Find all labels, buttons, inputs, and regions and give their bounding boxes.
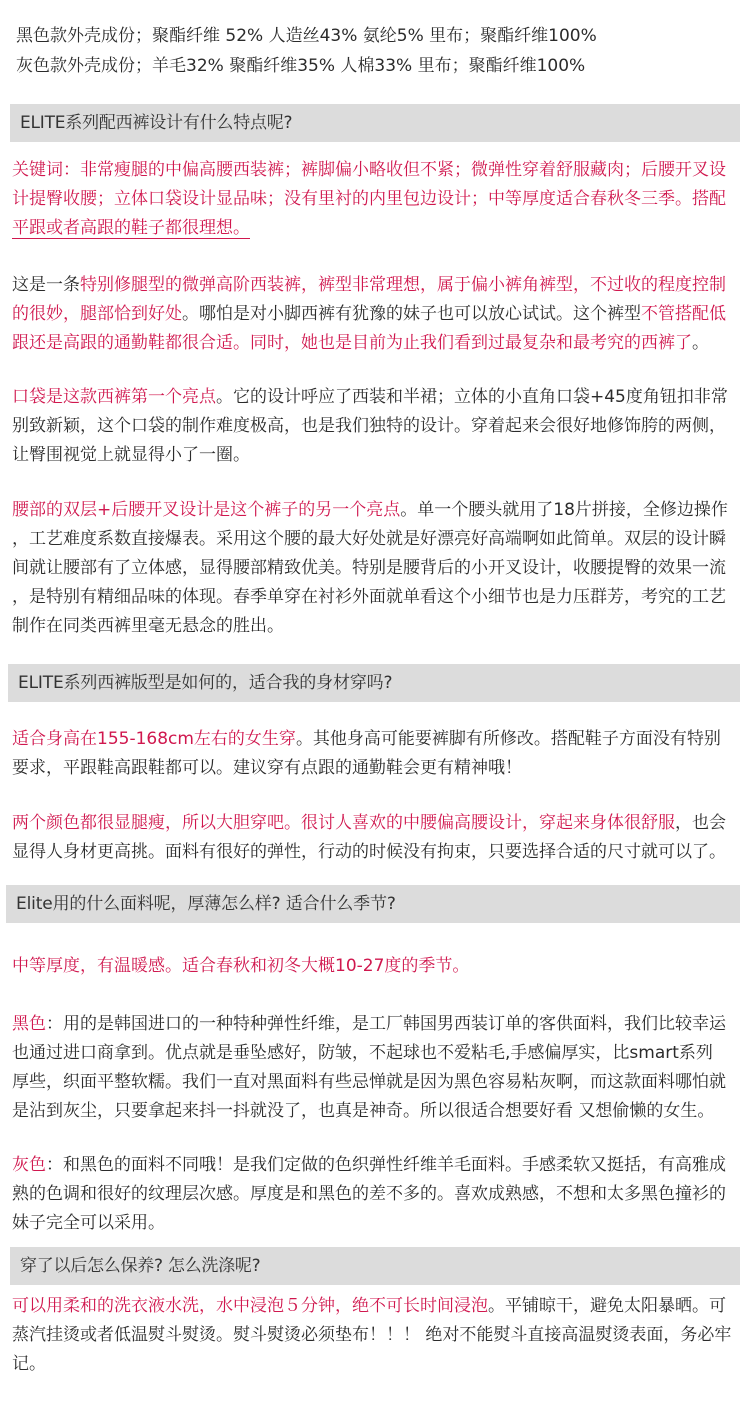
paragraph-line <box>12 441 732 470</box>
text-normal: 妹子完全可以采用。 <box>12 1213 165 1233</box>
text-highlight: 中等厚度，有温暖感。适合春秋和初冬大概10-27度的季节。 <box>12 956 470 976</box>
text-normal: 间就让腰部有了立体感，显得腰部精致优美。特别是腰背后的小开叉设计，收腰提臀的效果一流 <box>12 558 726 578</box>
text-normal: 让臀围视觉上就显得小了一圈。 <box>12 445 250 465</box>
text-highlight: 可以用柔和的洗衣液水洗，水中浸泡５分钟，绝不可长时间浸泡 <box>12 1296 488 1316</box>
text-normal: 蒸汽挂烫或者低温熨斗熨烫。熨斗熨烫必须垫布！！！ 绝对不能熨斗直接高温熨烫表面，务必牢 <box>12 1325 732 1345</box>
paragraph-line <box>12 1292 732 1321</box>
paragraph-line <box>12 952 732 981</box>
text-highlight: 跟还是高跟的通勤鞋都很合适。同时，她也是目前为止我们看到过最复杂和最考究的西裤了 <box>12 333 692 353</box>
paragraph-line <box>12 1350 732 1379</box>
paragraph-line <box>12 329 732 358</box>
text-normal: 这是一条 <box>12 275 80 295</box>
text-highlight: 腰部的双层+后腰开叉设计是这个裤子的另一个亮点 <box>12 500 401 520</box>
composition-gray: 灰色款外壳成份；羊毛32% 聚酯纤维35% 人棉33% 里布；聚酯纤维100% <box>16 56 586 76</box>
paragraph-line <box>12 1039 732 1068</box>
text-highlight: 黑色 <box>12 1014 46 1034</box>
text-normal: 也通过进口商拿到。优点就是垂坠感好，防皱，不起球也不爱粘毛,手感偏厚实，比smart系列 <box>12 1043 713 1063</box>
fabric-paragraph-black <box>12 1010 732 1126</box>
text-normal: ，是特别有精细品味的体现。春季单穿在衬衫外面就单看这个小细节也是力压群芳，考究的工艺 <box>12 587 726 607</box>
paragraph-line <box>12 1180 732 1209</box>
text-highlight: 两个颜色都很显腿瘦，所以大胆穿吧。很讨人喜欢的中腰偏高腰设计，穿起来身体很舒服 <box>12 813 675 833</box>
text-normal: 别致新颖，这个口袋的制作难度极高，也是我们独特的设计。穿着起来会很好地修饰胯的两侧， <box>12 416 726 436</box>
keywords-line: 平跟或者高跟的鞋子都很理想。 <box>12 218 250 238</box>
paragraph-line <box>12 412 732 441</box>
fit-paragraph-1 <box>12 725 732 783</box>
paragraph-line <box>12 300 732 329</box>
text-highlight: 适合身高在155-168cm左右的女生穿 <box>12 729 296 749</box>
text-normal: 。其他身高可能要裤脚有所修改。搭配鞋子方面没有特别 <box>295 729 721 749</box>
section-header-design: ELITE系列配西裤设计有什么特点呢? <box>10 104 740 142</box>
design-paragraph-1 <box>12 271 732 358</box>
text-normal: ：用的是韩国进口的一种特种弹性纤维，是工厂韩国男西装订单的客供面料，我们比较幸运 <box>46 1014 726 1034</box>
keywords-line: 关键词：非常瘦腿的中偏高腰西装裤；裤脚偏小略收但不紧；微弹性穿着舒服藏肉；后腰开叉设 <box>12 160 726 180</box>
text-highlight: 灰色 <box>12 1155 46 1175</box>
paragraph-line <box>12 271 732 300</box>
fabric-paragraph-gray <box>12 1151 732 1238</box>
section-header-fabric: Elite用的什么面料呢，厚薄怎么样? 适合什么季节? <box>6 885 740 923</box>
text-normal: 。单一个腰头就用了18片拼接，全修边操作 <box>400 500 728 520</box>
design-paragraph-3 <box>12 496 732 641</box>
text-normal: ，工艺难度系数直接爆表。采用这个腰的最大好处就是好漂亮好高端啊如此简单。双层的设计瞬 <box>12 529 726 549</box>
paragraph-line <box>12 554 732 583</box>
paragraph-line <box>12 1097 732 1126</box>
paragraph-line <box>12 1321 732 1350</box>
paragraph-line <box>12 754 732 783</box>
text-normal: 。哪怕是对小脚西裤有犹豫的妹子也可以放心试试。这个裤型 <box>182 304 641 324</box>
text-highlight: 的很妙，腿部恰到好处 <box>12 304 182 324</box>
paragraph-line <box>12 1209 732 1238</box>
fit-paragraph-2 <box>12 809 732 867</box>
keywords-underline <box>12 238 250 239</box>
fabric-paragraph-1 <box>12 952 732 981</box>
paragraph-line <box>12 525 732 554</box>
paragraph-line <box>12 1010 732 1039</box>
section-header-care: 穿了以后怎么保养? 怎么洗涤呢? <box>10 1247 740 1285</box>
text-highlight: 特别修腿型的微弹高阶西装裤，裤型非常理想，属于偏小裤角裤型，不过收的程度控制 <box>80 275 726 295</box>
keywords-paragraph <box>12 156 732 243</box>
section-header-fit: ELITE系列西裤版型是如何的，适合我的身材穿吗? <box>8 664 740 702</box>
paragraph-line <box>12 383 732 412</box>
paragraph-line <box>12 809 732 838</box>
text-normal: 厚些，织面平整软糯。我们一直对黑面料有些忌惮就是因为黑色容易粘灰啊，而这款面料哪怕就 <box>12 1072 726 1092</box>
design-paragraph-2 <box>12 383 732 470</box>
paragraph-line <box>12 583 732 612</box>
text-normal: 是沾到灰尘，只要拿起来抖一抖就没了，也真是神奇。所以很适合想要好看 又想偷懒的女生。 <box>12 1101 715 1121</box>
paragraph-line <box>12 725 732 754</box>
text-normal: 制作在同类西裤里毫无悬念的胜出。 <box>12 616 284 636</box>
text-normal: 记。 <box>12 1354 46 1374</box>
care-paragraph <box>12 1292 732 1379</box>
text-highlight: 口袋是这款西裤第一个亮点 <box>12 387 216 407</box>
text-normal: ：和黑色的面料不同哦！是我们定做的色织弹性纤维羊毛面料。手感柔软又挺括，有高雅成 <box>46 1155 726 1175</box>
paragraph-line <box>12 496 732 525</box>
text-normal: 要求，平跟鞋高跟鞋都可以。建议穿有点跟的通勤鞋会更有精神哦！ <box>12 758 522 778</box>
text-normal: 熟的色调和很好的纹理层次感。厚度是和黑色的差不多的。喜欢成熟感，不想和太多黑色撞衫的 <box>12 1184 726 1204</box>
paragraph-line <box>12 1068 732 1097</box>
text-normal: ，也会 <box>675 813 726 833</box>
text-normal: 。 <box>692 333 709 353</box>
keywords-line: 计提臀收腰；立体口袋设计显品味；没有里衬的内里包边设计；中等厚度适合春秋冬三季。搭配 <box>12 189 726 209</box>
text-normal: 。平铺晾干，避免太阳暴晒。可 <box>488 1296 726 1316</box>
text-normal: 显得人身材更高挑。面料有很好的弹性，行动的时候没有拘束，只要选择合适的尺寸就可以了。 <box>12 842 726 862</box>
text-normal: 。它的设计呼应了西装和半裙；立体的小直角口袋+45度角钮扣非常 <box>216 387 728 407</box>
paragraph-line <box>12 1151 732 1180</box>
paragraph-line <box>12 838 732 867</box>
paragraph-line <box>12 612 732 641</box>
composition-black: 黑色款外壳成份；聚酯纤维 52% 人造丝43% 氨纶5% 里布；聚酯纤维100% <box>16 26 597 46</box>
text-highlight: 不管搭配低 <box>641 304 726 324</box>
